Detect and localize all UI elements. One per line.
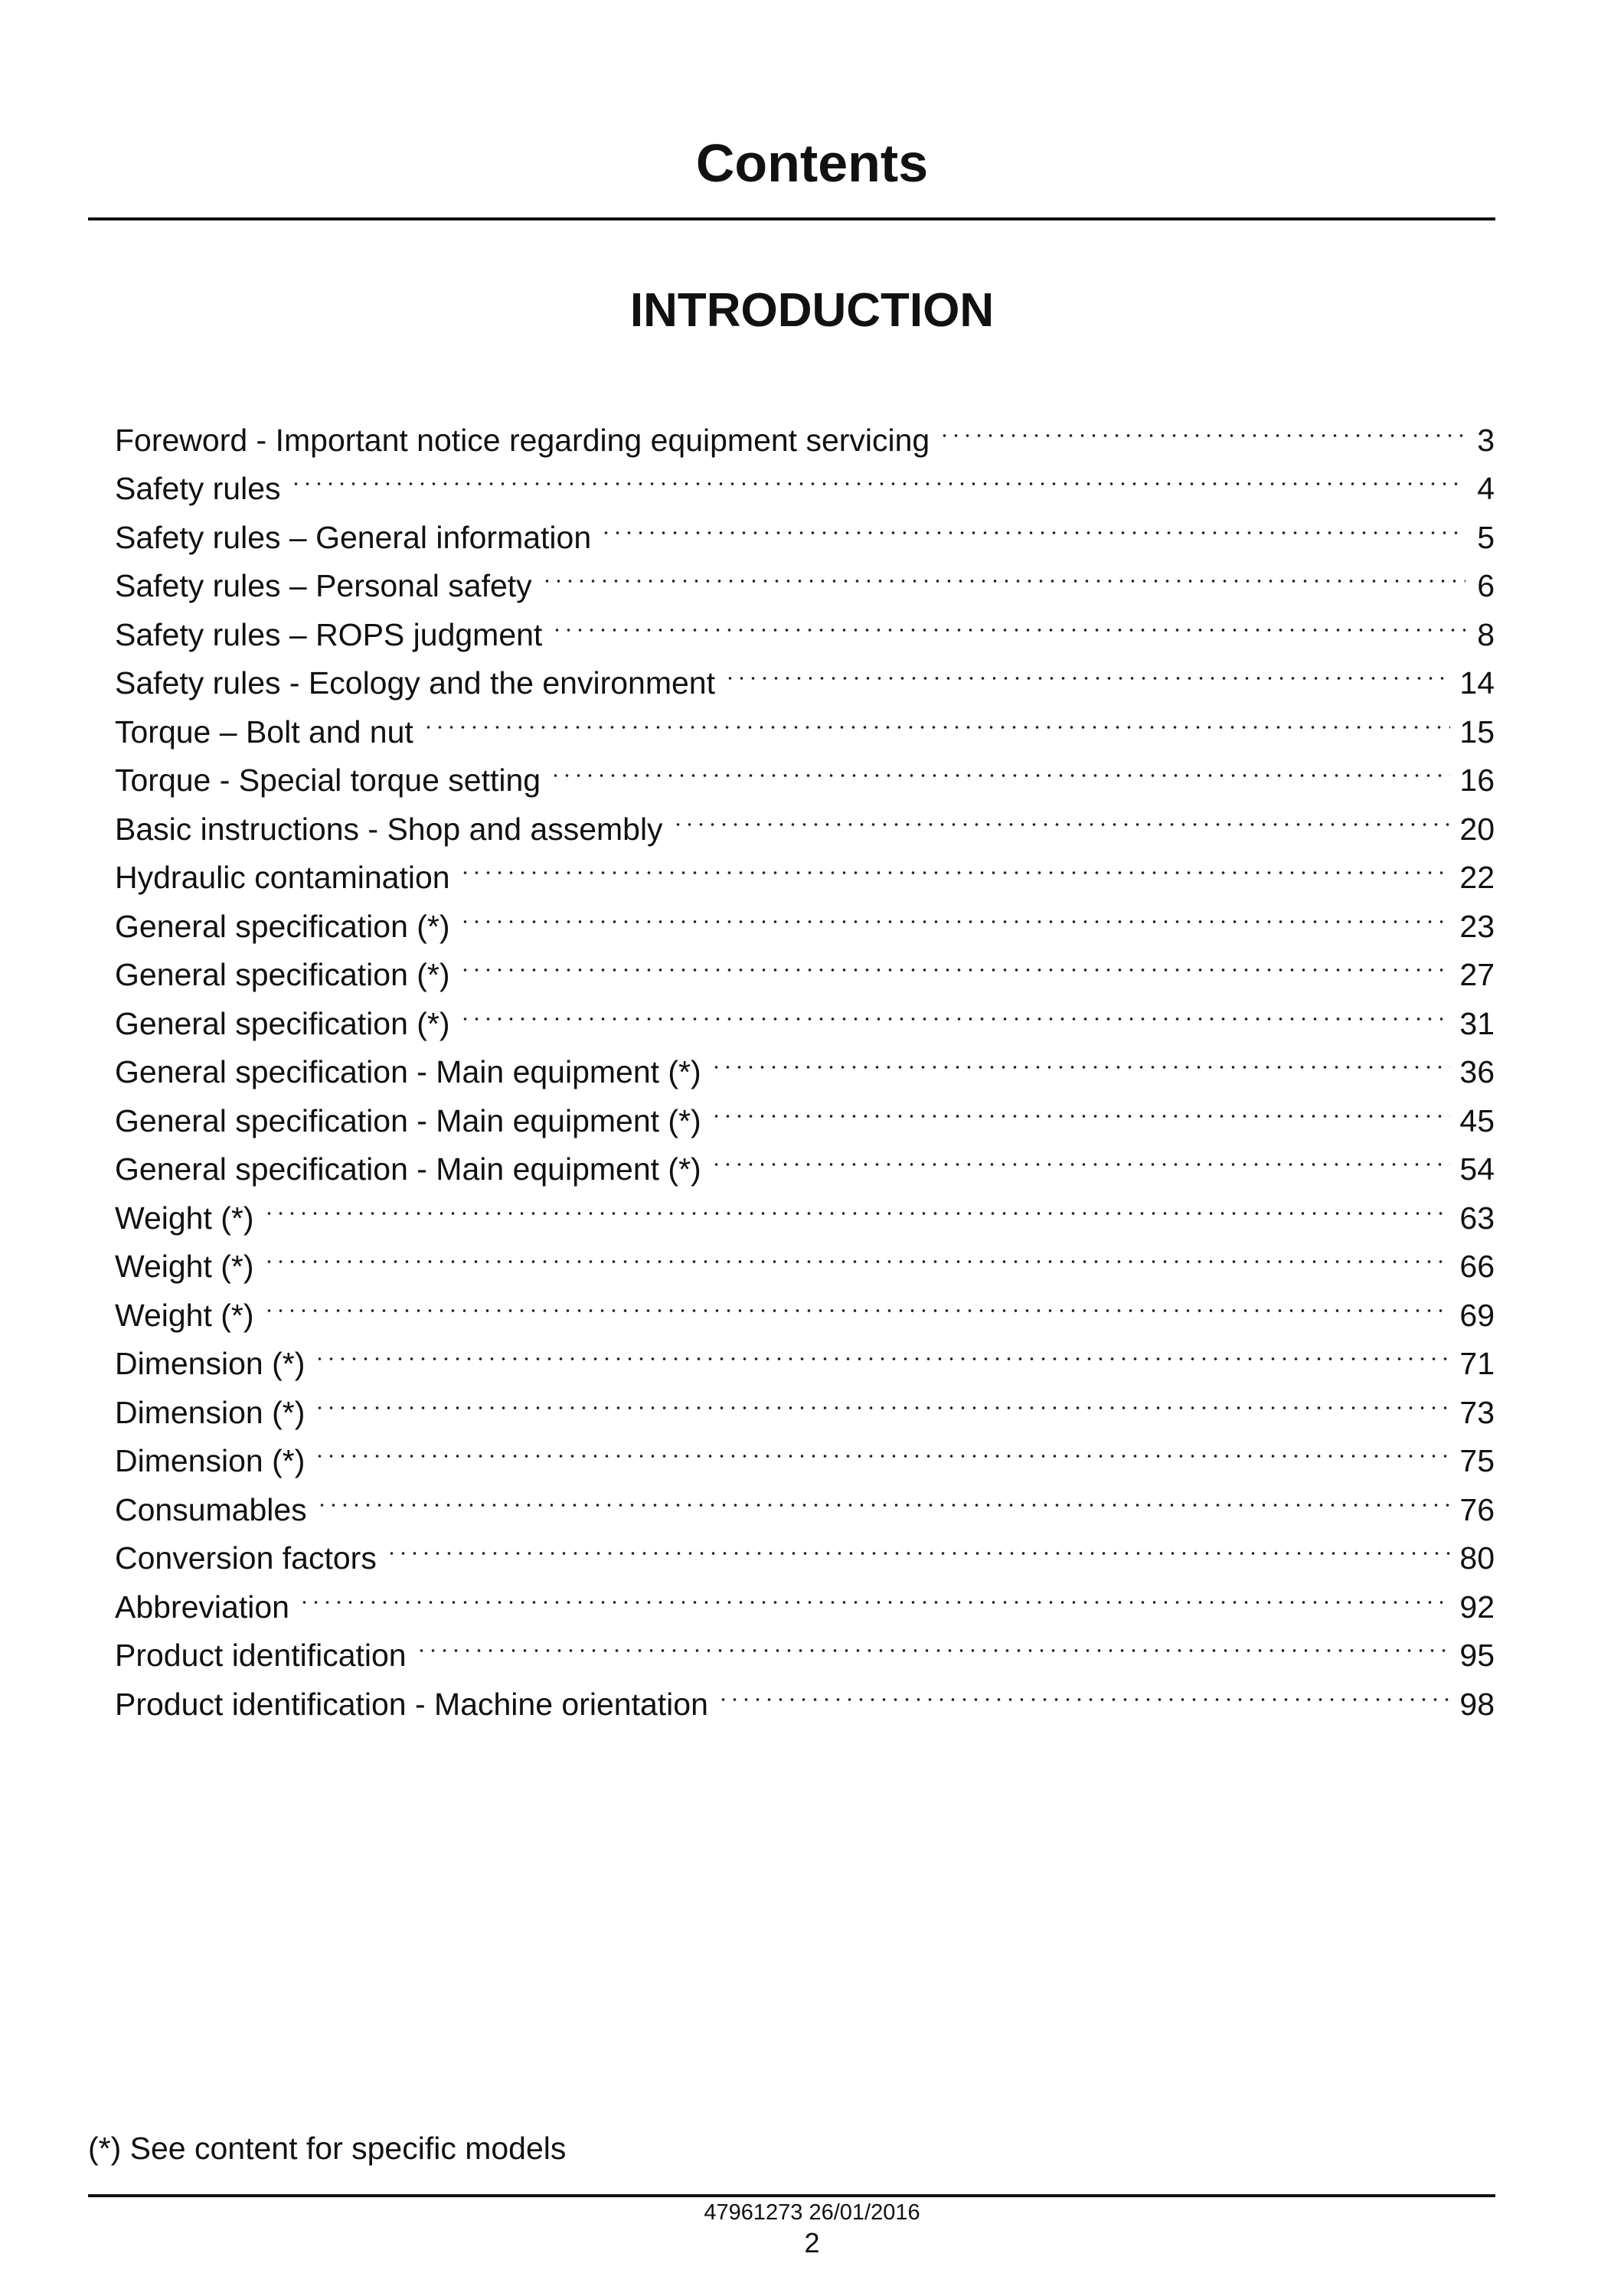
toc-entry-page: 15: [1459, 714, 1495, 750]
toc-entry-page: 4: [1477, 471, 1495, 506]
toc-entry-page: 8: [1477, 616, 1495, 652]
page-number: 2: [804, 2227, 820, 2258]
page-title: Contents: [695, 133, 929, 193]
toc-entry[interactable]: [115, 1180, 1495, 1236]
title-divider: [88, 217, 1495, 220]
toc-entry[interactable]: [115, 402, 1495, 458]
toc-dot-leader: [416, 1618, 1451, 1667]
toc-entry-label: Torque - Special torque setting: [115, 763, 541, 798]
toc-entry-label: Dimension (*): [115, 1346, 306, 1381]
toc-entry[interactable]: [115, 499, 1495, 555]
toc-entry-page: 98: [1459, 1686, 1495, 1722]
toc-entry-label: Dimension (*): [115, 1443, 306, 1478]
toc-entry-label: Conversion factors: [115, 1540, 377, 1576]
toc-entry-label: Safety rules – Personal safety: [115, 568, 532, 603]
toc-entry[interactable]: [115, 1520, 1495, 1576]
toc-entry-label: Safety rules – ROPS judgment: [115, 616, 543, 652]
toc-entry-page: 54: [1459, 1151, 1495, 1187]
toc-dot-leader: [263, 1229, 1451, 1278]
toc-dot-leader: [314, 1374, 1450, 1423]
toc-dot-leader: [672, 791, 1451, 840]
table-of-contents: [115, 402, 1495, 1722]
toc-entry-label: Foreword - Important notice regarding equipment servicing: [115, 422, 930, 458]
toc-entry-label: Abbreviation: [115, 1589, 289, 1625]
toc-entry-label: Safety rules – General information: [115, 519, 592, 555]
toc-dot-leader: [550, 743, 1450, 792]
toc-entry-page: 45: [1459, 1102, 1495, 1138]
toc-entry-label: Safety rules: [115, 471, 281, 506]
toc-entry-page: 66: [1459, 1249, 1495, 1284]
toc-entry-label: Hydraulic contamination: [115, 860, 450, 895]
toc-entry[interactable]: [115, 451, 1495, 506]
toc-dot-leader: [423, 694, 1451, 743]
toc-entry-label: Dimension (*): [115, 1394, 306, 1430]
toc-entry[interactable]: [115, 1374, 1495, 1430]
footer-divider: [88, 2194, 1495, 2197]
toc-dot-leader: [386, 1520, 1451, 1569]
toc-dot-leader: [299, 1569, 1450, 1618]
toc-entry-page: 75: [1459, 1443, 1495, 1478]
toc-dot-leader: [263, 1180, 1451, 1229]
toc-entry-page: 14: [1459, 665, 1495, 701]
toc-entry-page: 95: [1459, 1638, 1495, 1673]
toc-dot-leader: [600, 499, 1466, 548]
toc-entry-page: 16: [1459, 763, 1495, 798]
toc-entry-page: 92: [1459, 1589, 1495, 1625]
toc-dot-leader: [459, 840, 1451, 889]
toc-entry-label: General specification (*): [115, 1005, 450, 1041]
toc-entry-page: 20: [1459, 811, 1495, 847]
toc-entry-page: 27: [1459, 957, 1495, 992]
toc-entry-page: 3: [1477, 422, 1495, 458]
toc-entry-page: 73: [1459, 1394, 1495, 1430]
toc-dot-leader: [459, 985, 1451, 1034]
toc-entry-label: Weight (*): [115, 1297, 254, 1333]
toc-entry[interactable]: [115, 1618, 1495, 1673]
document-id: 47961273 26/01/2016: [704, 2200, 920, 2225]
toc-entry-label: Weight (*): [115, 1249, 254, 1284]
toc-entry-page: 80: [1459, 1540, 1495, 1576]
toc-entry-page: 76: [1459, 1491, 1495, 1527]
toc-entry-label: Safety rules - Ecology and the environment: [115, 665, 715, 701]
toc-entry[interactable]: [115, 1569, 1495, 1625]
toc-entry-page: 22: [1459, 860, 1495, 895]
toc-entry-label: General specification (*): [115, 908, 450, 944]
toc-entry-label: Consumables: [115, 1491, 307, 1527]
toc-dot-leader: [724, 645, 1450, 694]
toc-dot-leader: [551, 596, 1466, 645]
toc-entry-page: 23: [1459, 908, 1495, 944]
toc-dot-leader: [263, 1277, 1451, 1326]
toc-entry-label: Weight (*): [115, 1200, 254, 1236]
toc-dot-leader: [314, 1423, 1450, 1472]
toc-dot-leader: [717, 1666, 1451, 1715]
toc-dot-leader: [541, 548, 1466, 597]
toc-entry-page: 69: [1459, 1297, 1495, 1333]
toc-entry[interactable]: [115, 1277, 1495, 1333]
toc-entry-label: General specification (*): [115, 957, 450, 992]
toc-dot-leader: [459, 888, 1451, 937]
toc-dot-leader: [711, 1132, 1451, 1181]
toc-dot-leader: [939, 402, 1466, 451]
toc-entry[interactable]: [115, 1471, 1495, 1527]
toc-entry-label: Product identification - Machine orientation: [115, 1686, 708, 1722]
toc-entry-page: 6: [1477, 568, 1495, 603]
toc-dot-leader: [314, 1326, 1450, 1375]
toc-entry-label: Torque – Bolt and nut: [115, 714, 413, 750]
toc-entry-page: 63: [1459, 1200, 1495, 1236]
toc-dot-leader: [711, 1034, 1451, 1083]
toc-entry-label: Product identification: [115, 1638, 407, 1673]
toc-dot-leader: [290, 451, 1466, 500]
toc-entry-page: 36: [1459, 1054, 1495, 1089]
toc-dot-leader: [459, 937, 1451, 986]
toc-dot-leader: [316, 1471, 1451, 1520]
toc-dot-leader: [711, 1083, 1451, 1132]
toc-entry-page: 5: [1477, 519, 1495, 555]
toc-entry-page: 71: [1459, 1346, 1495, 1381]
toc-entry-label: General specification - Main equipment (*): [115, 1054, 701, 1089]
footnote: (*) See content for specific models: [88, 2131, 567, 2166]
toc-entry[interactable]: [115, 1423, 1495, 1478]
toc-entry-label: General specification - Main equipment (*): [115, 1151, 701, 1187]
toc-entry[interactable]: [115, 1326, 1495, 1381]
toc-entry[interactable]: [115, 1229, 1495, 1284]
toc-entry-label: General specification - Main equipment (*): [115, 1102, 701, 1138]
toc-entry-page: 31: [1459, 1005, 1495, 1041]
toc-entry-label: Basic instructions - Shop and assembly: [115, 811, 663, 847]
section-title: INTRODUCTION: [629, 284, 995, 337]
